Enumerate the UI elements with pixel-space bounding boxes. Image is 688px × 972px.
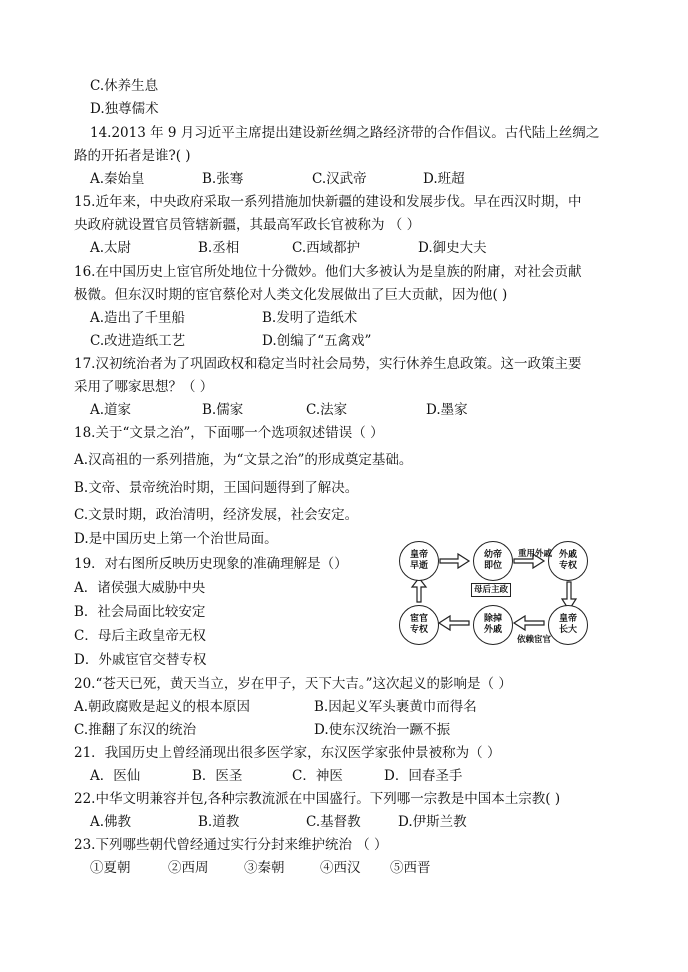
node5-line2: 专权 (409, 625, 428, 635)
q20-stem: 20.“苍天已死，黄天当立，岁在甲子，天下大吉。”这次起义的影响是（ ） (74, 676, 512, 692)
q14-option-a: A.秦始皇 (90, 171, 145, 187)
node2-line1: 外戚 (558, 550, 577, 560)
q21-option-b: B．医圣 (192, 768, 243, 784)
q16-stem-line1: 16.在中国历史上宦官所处地位十分微妙。他们大多被认为是皇族的附庸，对社会贡献 (74, 264, 582, 280)
q17-option-d: D.墨家 (426, 402, 468, 418)
q23-option-3: ③秦朝 (244, 860, 285, 876)
q20-option-b: B.因起义军头裹黄巾而得名 (314, 699, 477, 715)
q21-stem: 21．我国历史上曾经涌现出很多医学家，东汉医学家张仲景被称为（ ） (74, 745, 501, 761)
arrow-early-death-to-child-emperor (440, 554, 469, 568)
q22-option-a: A.佛教 (90, 814, 132, 830)
q19-option-c: C．母后主政皇帝无权 (74, 628, 206, 644)
q15-option-c: C.西域都护 (292, 240, 361, 256)
label-yilai-huanguan: 依赖宦官 (517, 635, 552, 645)
node3-line2: 长大 (558, 625, 577, 635)
q19-option-b: B．社会局面比较安定 (74, 604, 206, 620)
q18-option-b: B.文帝、景帝统治时期，王国问题得到了解决。 (74, 480, 359, 496)
q17-option-a: A.道家 (90, 402, 132, 418)
node2-line2: 专权 (558, 561, 577, 571)
q14-stem-line2: 路的开拓者是谁?( ) (74, 148, 191, 164)
q14-option-c: C.汉武帝 (312, 171, 367, 187)
q23-option-2: ②西周 (168, 860, 209, 876)
node0-line1: 皇帝 (409, 550, 428, 560)
q19-option-a: A．诸侯强大威胁中央 (74, 580, 206, 596)
node4-line2: 外戚 (483, 625, 502, 635)
q21-option-d: D．回春圣手 (384, 768, 463, 784)
q23-option-1: ①夏朝 (90, 860, 131, 876)
node0-line2: 早逝 (409, 561, 428, 571)
q21-option-c: C．神医 (292, 768, 343, 784)
q20-option-a: A.朝政腐败是起义的根本原因 (74, 699, 251, 715)
node-child-emperor (473, 541, 513, 581)
q22-option-c: C.基督教 (306, 814, 361, 830)
q23-stem: 23.下列哪些朝代曾经通过实行分封来维护统治 （ ） (74, 837, 388, 853)
node-emperor-early-death (399, 541, 439, 581)
node5-line1: 宦官 (409, 614, 428, 624)
node3-line1: 皇帝 (558, 614, 577, 624)
q17-stem-line2: 采用了哪家思想？（ ） (74, 379, 214, 395)
arrow-remove-waiqi-to-huanguan (439, 616, 469, 630)
node1-line2: 即位 (483, 561, 502, 571)
q23-option-5: ⑤西晋 (390, 860, 431, 876)
q20-option-c: C.推翻了东汉的统治 (74, 722, 197, 738)
q15-option-a: A.太尉 (90, 240, 132, 256)
q14-stem-line1: 14.2013 年 9 月习近平主席提出建设新丝绸之路经济带的合作倡议。古代陆上丝绸之 (90, 125, 600, 141)
q18-stem: 18.关于“文景之治”，下面哪一个选项叙述错误（ ） (74, 425, 384, 441)
q16-option-c: C.改进造纸工艺 (90, 333, 186, 349)
q13-option-d: D.独尊儒术 (90, 101, 159, 117)
q19-option-d: D．外戚宦官交替专权 (74, 652, 207, 668)
node-remove-waiqi (473, 605, 513, 645)
node1-line1: 幼帝 (483, 550, 502, 560)
q16-option-a: A.造出了千里船 (90, 310, 186, 326)
node-waiqi-power (548, 541, 588, 581)
q15-stem-line1: 15.近年来，中央政府采取一系列措施加快新疆的建设和发展步伐。早在西汉时期，中 (74, 194, 582, 210)
label-muhou-zhuzheng: 母后主政 (471, 583, 511, 597)
q22-stem: 22.中华文明兼容并包,各种宗教流派在中国盛行。下列哪一宗教是中国本土宗教( ) (74, 791, 561, 807)
q18-option-c: C.文景时期，政治清明，经济发展，社会安定。 (74, 507, 359, 523)
node4-line1: 除掉 (483, 614, 502, 624)
q17-stem-line1: 17.汉初统治者为了巩固政权和稳定当时社会局势，实行休养生息政策。这一政策主要 (74, 356, 582, 372)
q16-option-b: B.发明了造纸术 (262, 310, 358, 326)
q13-option-c: C.休养生息 (90, 78, 159, 94)
q16-stem-line2: 极微。但东汉时期的宦官蔡伦对人类文化发展做出了巨大贡献，因为他( ) (74, 287, 508, 303)
q15-option-b: B.丞相 (198, 240, 240, 256)
arrow-huanguan-to-early-death (412, 578, 426, 602)
arrow-emperor-grown-to-remove-waiqi (514, 616, 544, 630)
q15-stem-line2: 央政府就设置官员管辖新疆，其最高军政长官被称为 （ ） (74, 217, 421, 233)
node-huanguan-power (399, 605, 439, 645)
q14-option-b: B.张骞 (202, 171, 244, 187)
q18-option-a: A.汉高祖的一系列措施，为“文景之治”的形成奠定基础。 (74, 452, 413, 468)
node-emperor-grown (548, 605, 588, 645)
q15-option-d: D.御史大夫 (418, 240, 487, 256)
label-zhongyong-waiqi: 重用外戚 (518, 549, 553, 559)
q19-stem: 19．对右图所反映历史现象的准确理解是（） (74, 556, 348, 572)
q23-option-4: ④西汉 (320, 860, 361, 876)
q21-option-a: A．医仙 (90, 768, 141, 784)
q22-option-b: B.道教 (198, 814, 240, 830)
q17-option-c: C.法家 (306, 402, 348, 418)
q20-option-d: D.使东汉统治一蹶不振 (314, 722, 451, 738)
q22-option-d: D.伊斯兰教 (398, 814, 467, 830)
q14-option-d: D.班超 (423, 171, 465, 187)
q17-option-b: B.儒家 (202, 402, 244, 418)
q19-cycle-diagram (393, 535, 603, 660)
q16-option-d: D.创编了“五禽戏” (262, 333, 372, 349)
q18-option-d: D.是中国历史上第一个治世局面。 (74, 531, 278, 547)
